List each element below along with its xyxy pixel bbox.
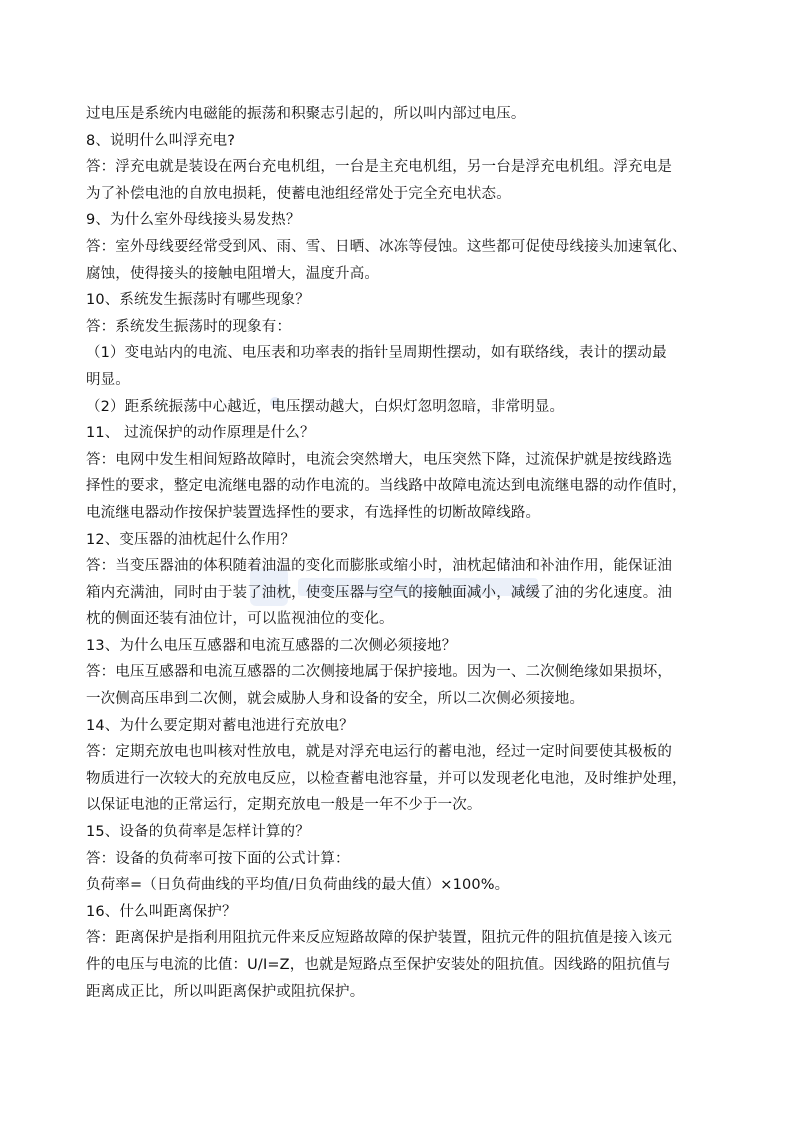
answer-line: 答：当变压器油的体积随着油温的变化而膨胀或缩小时，油枕起储油和补油作用，能保证油 bbox=[86, 558, 672, 575]
answer-line: 答：室外母线要经常受到风、雨、雪、日晒、冰冻等侵蚀。这些都可促使母线接头加速氧化、 bbox=[86, 238, 687, 255]
question-heading: 9、为什么室外母线接头易发热？ bbox=[86, 212, 301, 229]
question-heading: 10、系统发生振荡时有哪些现象？ bbox=[86, 292, 310, 309]
answer-line: 答：电网中发生相间短路故障时，电流会突然增大，电压突然下降，过流保护就是按线路选 bbox=[86, 451, 672, 468]
formula-line: 负荷率=（日负荷曲线的平均值/日负荷曲线的最大值）×100%。 bbox=[86, 877, 510, 894]
answer-line: 枕的侧面还装有油位计，可以监视油位的变化。 bbox=[86, 611, 394, 628]
answer-line: （2）距系统振荡中心越近，电压摆动越大，白炽灯忽明忽暗，非常明显。 bbox=[86, 398, 565, 415]
answer-line: 电流继电器动作按保护装置选择性的要求，有选择性的切断故障线路。 bbox=[86, 504, 541, 521]
answer-line: 物质进行一次较大的充放电反应，以检查蓄电池容量，并可以发现老化电池，及时维护处理， bbox=[86, 770, 687, 787]
question-heading: 13、为什么电压互感器和电流互感器的二次侧必须接地？ bbox=[86, 637, 457, 654]
answer-line: 一次侧高压串到二次侧，就会威胁人身和设备的安全，所以二次侧必须接地。 bbox=[86, 691, 585, 708]
answer-line: 答：定期充放电也叫核对性放电，就是对浮充电运行的蓄电池，经过一定时间要使其极板的 bbox=[86, 744, 672, 761]
answer-line: （1）变电站内的电流、电压表和功率表的指针呈周期性摆动，如有联络线，表计的摆动最 bbox=[86, 345, 667, 362]
answer-line: 距离成正比，所以叫距离保护或阻抗保护。 bbox=[86, 983, 365, 1000]
text-line: 过电压是系统内电磁能的振荡和积聚志引起的，所以叫内部过电压。 bbox=[86, 106, 526, 122]
answer-line: 答：电压互感器和电流互感器的二次侧接地属于保护接地。因为一、二次侧绝缘如果损坏， bbox=[86, 664, 672, 681]
answer-line: 答：浮充电就是装设在两台充电机组，一台是主充电机组，另一台是浮充电机组。浮充电是 bbox=[86, 159, 672, 176]
answer-line: 择性的要求，整定电流继电器的动作电流的。当线路中故障电流达到电流继电器的动作值时， bbox=[86, 478, 687, 495]
question-heading: 8、说明什么叫浮充电? bbox=[86, 132, 236, 149]
answer-line: 答：系统发生振荡时的现象有： bbox=[86, 318, 292, 335]
answer-line: 为了补偿电池的自放电损耗，使蓄电池组经常处于完全充电状态。 bbox=[86, 185, 511, 202]
answer-line: 箱内充满油，同时由于装了油枕，使变压器与空气的接触面减小，减缓了油的劣化速度。油 bbox=[86, 584, 672, 601]
answer-line: 答：距离保护是指利用阻抗元件来反应短路故障的保护装置，阻抗元件的阻抗值是接入该元 bbox=[86, 930, 672, 947]
answer-line: 答：设备的负荷率可按下面的公式计算： bbox=[86, 850, 350, 867]
document-page bbox=[86, 101, 726, 1005]
question-heading: 12、变压器的油枕起什么作用？ bbox=[86, 531, 296, 548]
question-heading: 15、设备的负荷率是怎样计算的？ bbox=[86, 824, 310, 841]
answer-line: 明显。 bbox=[86, 371, 130, 388]
question-heading: 16、什么叫距离保护？ bbox=[86, 903, 237, 920]
question-heading: 11、 过流保护的动作原理是什么？ bbox=[86, 425, 315, 442]
answer-line: 腐蚀，使得接头的接触电阻增大，温度升高。 bbox=[86, 265, 379, 282]
answer-line: 件的电压与电流的比值：U/I=Z，也就是短路点至保护安装处的阻抗值。因线路的阻抗值与 bbox=[86, 957, 671, 973]
answer-line: 以保证电池的正常运行，定期充放电一般是一年不少于一次。 bbox=[86, 797, 482, 814]
question-heading: 14、为什么要定期对蓄电池进行充放电？ bbox=[86, 717, 354, 734]
